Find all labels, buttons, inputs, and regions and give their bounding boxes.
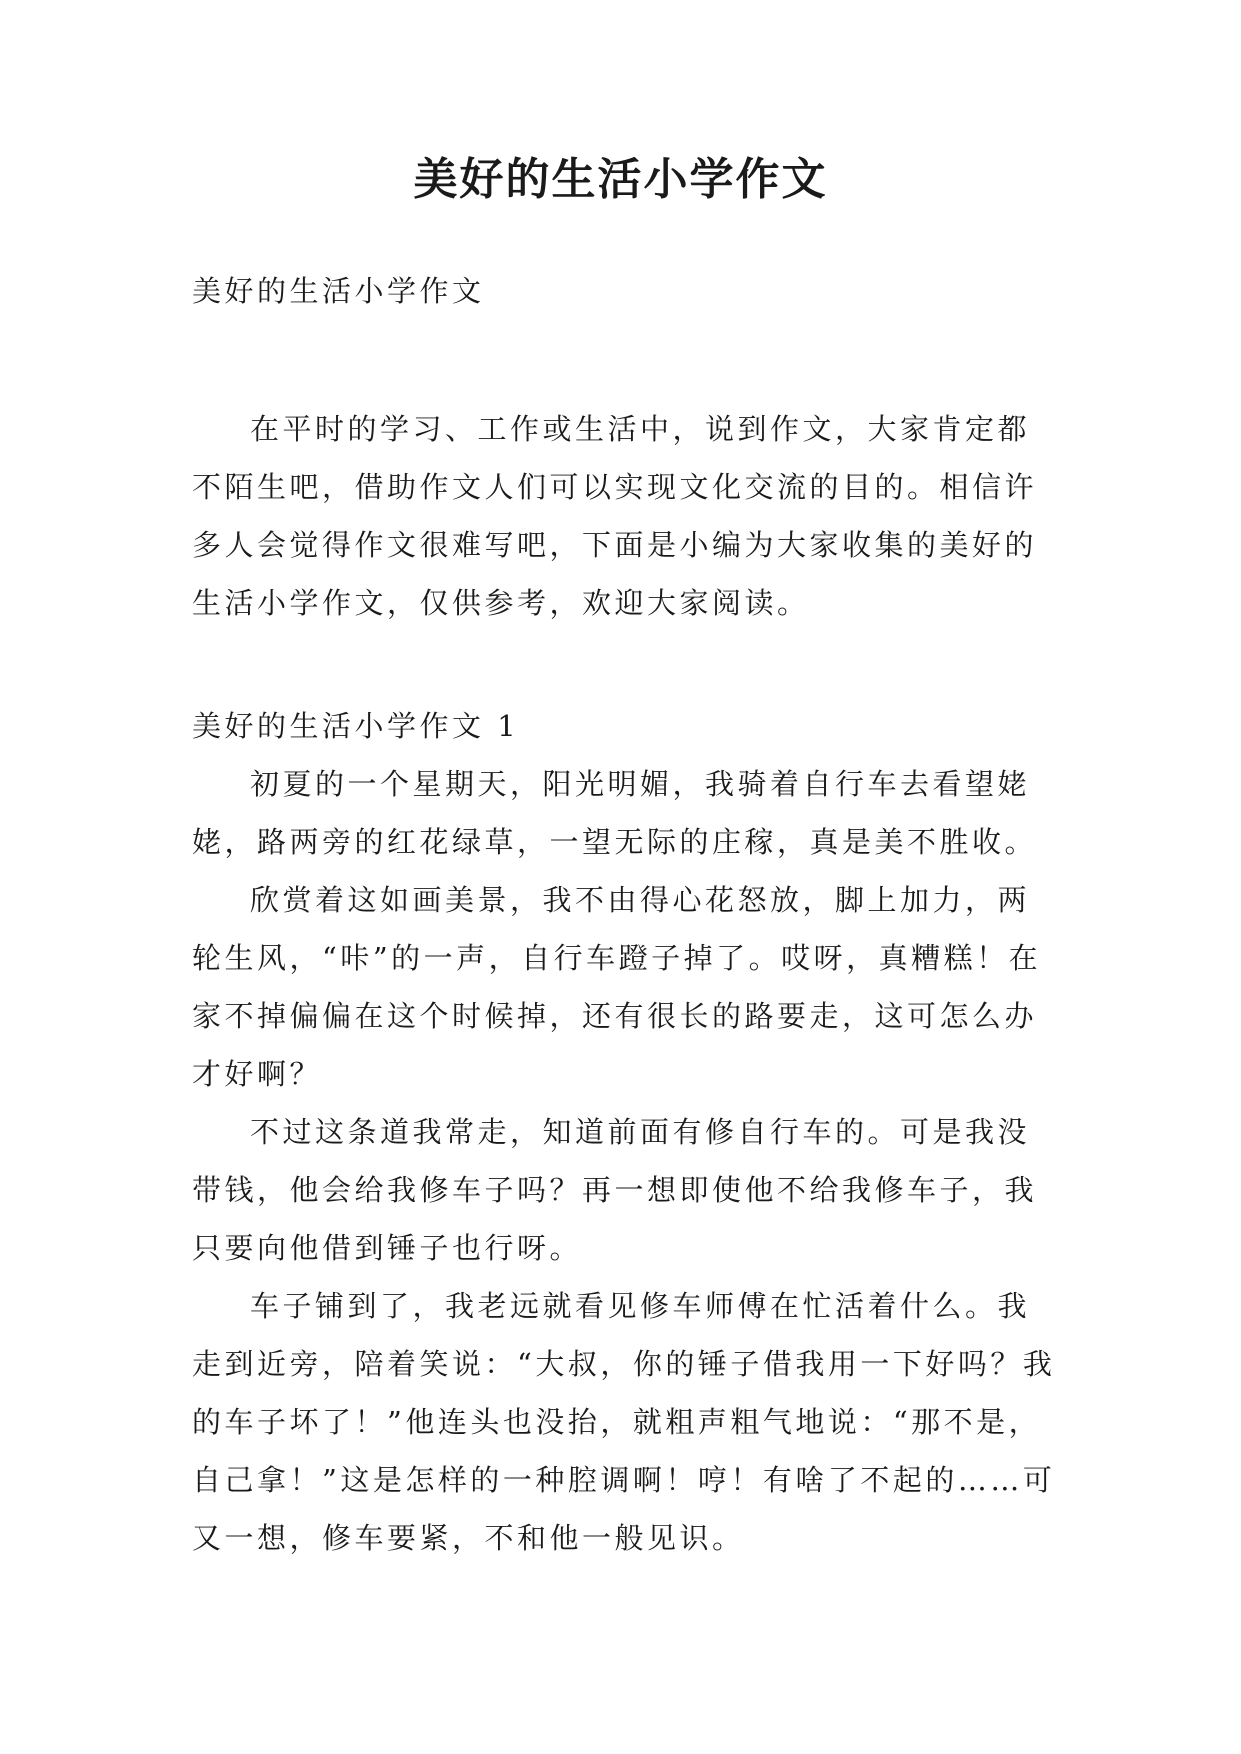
story-paragraph-4: 车子铺到了，我老远就看见修车师傅在忙活着什么。我走到近旁，陪着笑说：“大叔，你的锤子借我用一下好吗？我的车子坏了！”他连头也没抬，就粗声粗气地说：“那不是，自己拿！”这是怎样的一种腔调啊！哼！有啥了不起的……可又一想，修车要紧，不和他一般见识。 bbox=[192, 1289, 1056, 1555]
story-paragraph-3: 不过这条道我常走，知道前面有修自行车的。可是我没带钱，他会给我修车子吗？再一想即使他不给我修车子，我只要向他借到锤子也行呀。 bbox=[192, 1115, 1038, 1265]
intro-section bbox=[192, 400, 1057, 632]
document-subtitle: 美好的生活小学作文 bbox=[192, 274, 485, 308]
story-section bbox=[192, 755, 1057, 1567]
intro-paragraph: 在平时的学习、工作或生活中，说到作文，大家肯定都不陌生吧，借助作文人们可以实现文化交流的目的。相信许多人会觉得作文很难写吧，下面是小编为大家收集的美好的生活小学作文，仅供参考，欢迎大家阅读。 bbox=[192, 412, 1038, 620]
section-heading: 美好的生活小学作文 1 bbox=[192, 709, 520, 743]
document-title: 美好的生活小学作文 bbox=[413, 154, 828, 205]
story-paragraph-1: 初夏的一个星期天，阳光明媚，我骑着自行车去看望姥姥，路两旁的红花绿草，一望无际的庄稼，真是美不胜收。 bbox=[192, 767, 1038, 859]
story-paragraph-2: 欣赏着这如画美景，我不由得心花怒放，脚上加力，两轮生风，“咔”的一声，自行车蹬子掉了。哎呀，真糟糕！在家不掉偏偏在这个时候掉，还有很长的路要走，这可怎么办才好啊？ bbox=[192, 883, 1042, 1091]
